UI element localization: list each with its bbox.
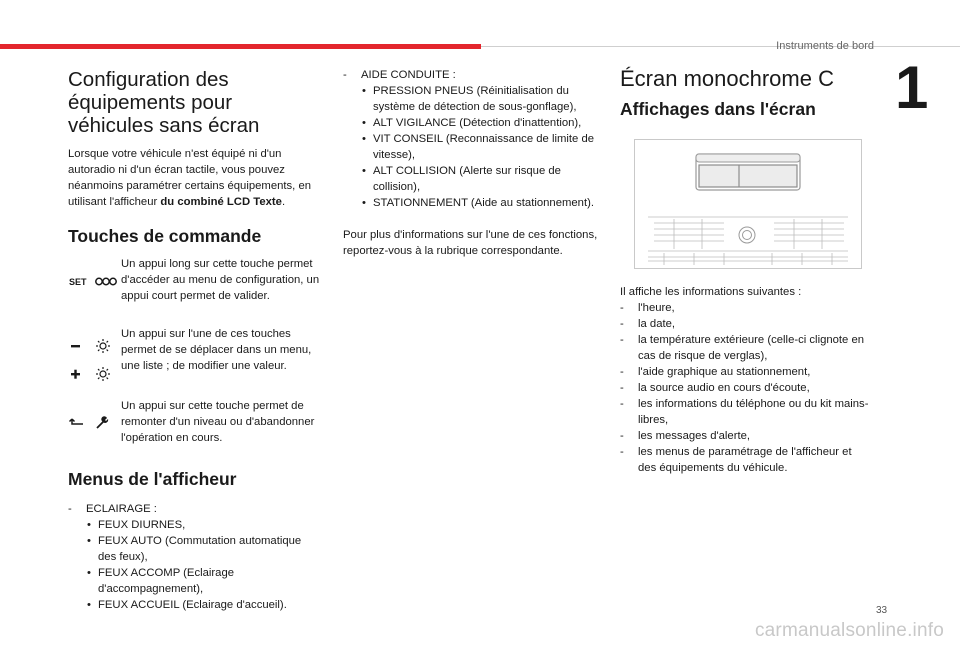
list-item: • ALT COLLISION (Alerte sur risque de collision), <box>343 163 601 195</box>
set-key-icon <box>68 274 118 293</box>
list-item: • FEUX DIURNES, <box>68 517 320 533</box>
section-title-configuration: Configuration des équipements pour véhicules sans écran <box>68 68 260 137</box>
list-item: - ECLAIRAGE : <box>68 501 320 517</box>
plus-minus-brightness-icon <box>68 332 118 387</box>
list-item: - AIDE CONDUITE : <box>343 67 601 83</box>
list-item: - la température extérieure (celle-ci clignote en cas de risque de verglas), <box>620 332 872 364</box>
page-number: 33 <box>876 605 888 616</box>
list-item: - l'heure, <box>620 300 872 316</box>
intro-bold: du combiné LCD Texte <box>160 196 282 208</box>
list-item: • STATIONNEMENT (Aide au stationnement). <box>343 195 601 211</box>
list-item: • ALT VIGILANCE (Détection d'inattention), <box>343 115 601 131</box>
list-item: - l'aide graphique au stationnement, <box>620 364 872 380</box>
menu-list-aide-conduite <box>343 67 601 211</box>
list-item: - les menus de paramétrage de l'afficheur et des équipements du véhicule. <box>620 444 872 476</box>
list-item: • VIT CONSEIL (Reconnaissance de limite de vitesse), <box>343 131 601 163</box>
list-item: • FEUX AUTO (Commutation automatique des feux), <box>68 533 320 565</box>
section-title-ecran: Écran monochrome C <box>620 66 834 91</box>
display-info-list <box>620 300 872 476</box>
set-key-label: SET <box>69 277 87 287</box>
heading-menus-afficheur: Menus de l'afficheur <box>68 469 237 489</box>
list-item: • PRESSION PNEUS (Réinitialisation du système de détection de sous-gonflage), <box>343 83 601 115</box>
running-head: Instruments de bord <box>776 40 874 52</box>
heading-touches-commande: Touches de commande <box>68 226 262 246</box>
list-item: - les informations du téléphone ou du kit mains-libres, <box>620 396 872 428</box>
list-item: - la source audio en cours d'écoute, <box>620 380 872 396</box>
list-item: • FEUX ACCOMP (Eclairage d'accompagnement), <box>68 565 320 597</box>
key-description-return: Un appui sur cette touche permet de remonter d'un niveau ou d'abandonner l'opération en cours. <box>121 400 315 444</box>
list-item: • FEUX ACCUEIL (Eclairage d'accueil). <box>68 597 320 613</box>
menu-list-eclairage <box>68 501 320 613</box>
chapter-number: 1 <box>895 54 929 121</box>
watermark: carmanualsonline.info <box>754 620 944 641</box>
list-item: - les messages d'alerte, <box>620 428 872 444</box>
list-item: - la date, <box>620 316 872 332</box>
dashboard-display-illustration <box>634 139 862 269</box>
key-description-plus-minus: Un appui sur l'une de ces touches permet de se déplacer dans un menu, une liste ; de modifier une valeur. <box>121 328 312 372</box>
more-info-paragraph: Pour plus d'informations sur l'une de ces fonctions, reportez-vous à la rubrique correspondante. <box>343 229 598 257</box>
heading-affichages: Affichages dans l'écran <box>620 99 816 119</box>
key-description-set: Un appui long sur cette touche permet d'accéder au menu de configuration, un appui court permet de valider. <box>121 258 320 302</box>
header-rule <box>481 46 960 47</box>
display-info-intro: Il affiche les informations suivantes : <box>620 286 802 298</box>
accent-bar <box>0 44 481 49</box>
return-wrench-icon <box>68 415 118 436</box>
intro-paragraph: Lorsque votre véhicule n'est équipé ni d'un autoradio ni d'un écran tactile, vous pouvez néanmoins paramétrer certains équipements, en utilisant l'afficheur du combiné LCD Texte. <box>68 148 312 208</box>
